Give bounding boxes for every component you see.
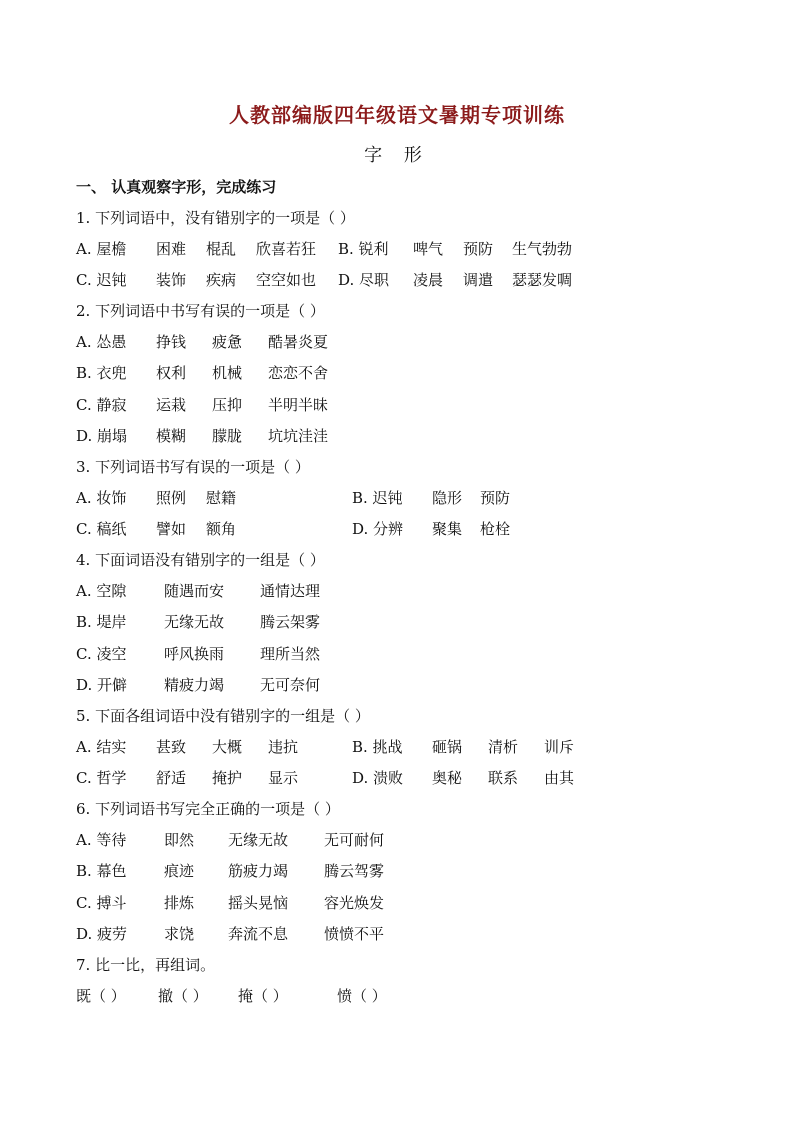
option-word: 通情达理: [260, 582, 321, 600]
option-word: D. 崩塌: [76, 427, 128, 445]
option-word: 砸锅: [432, 738, 463, 756]
option-word: 容光焕发: [324, 894, 385, 912]
section-heading: 一、 认真观察字形，完成练习: [76, 178, 277, 196]
option-word: 酷暑炎夏: [268, 333, 329, 351]
option-word: 愤（ ）: [337, 987, 387, 1005]
option-word: C. 稿纸: [76, 520, 127, 538]
option-word: C. 哲学: [76, 769, 127, 787]
option-word: 撤（ ）: [158, 987, 208, 1005]
option-word: D. 溃败: [352, 769, 404, 787]
option-word: 恋恋不舍: [268, 364, 329, 382]
option-word: 排炼: [164, 894, 195, 912]
option-word: 譬如: [156, 520, 187, 538]
option-word: 预防: [480, 489, 511, 507]
option-word: 精疲力竭: [164, 676, 225, 694]
option-word: 啤气: [413, 240, 444, 258]
question-text: 2. 下列词语中书写有误的一项是（ ）: [76, 302, 325, 320]
option-word: 聚集: [432, 520, 463, 538]
option-word: A. 怂愚: [76, 333, 127, 351]
option-word: 即然: [164, 831, 195, 849]
option-word: 无缘无故: [228, 831, 289, 849]
option-word: 无可耐何: [324, 831, 385, 849]
question-text: 4. 下面词语没有错别字的一组是（ ）: [76, 551, 325, 569]
option-word: C. 凌空: [76, 645, 127, 663]
option-word: C. 搏斗: [76, 894, 127, 912]
option-word: D. 疲劳: [76, 925, 128, 943]
option-word: B. 幕色: [76, 862, 127, 880]
option-word: C. 静寂: [76, 396, 127, 414]
option-word: 压抑: [212, 396, 243, 414]
option-word: 坑坑洼洼: [268, 427, 329, 445]
option-word: 掩（ ）: [238, 987, 288, 1005]
option-word: 筋疲力竭: [228, 862, 289, 880]
option-word: 疾病: [206, 271, 237, 289]
option-word: 生气勃勃: [512, 240, 573, 258]
option-word: 权利: [156, 364, 187, 382]
option-word: 困难: [156, 240, 187, 258]
option-word: 照例: [156, 489, 187, 507]
option-word: 腾云驾雾: [324, 862, 385, 880]
option-word: 呼风换雨: [164, 645, 225, 663]
option-word: 枪栓: [480, 520, 511, 538]
question-text: 1. 下列词语中，没有错别字的一项是（ ）: [76, 209, 355, 227]
option-word: C. 迟钝: [76, 271, 127, 289]
question-text: 6. 下列词语书写完全正确的一项是（ ）: [76, 800, 340, 818]
option-word: B. 堤岸: [76, 613, 127, 631]
option-word: 无缘无故: [164, 613, 225, 631]
option-word: A. 结实: [76, 738, 127, 756]
option-word: D. 开僻: [76, 676, 128, 694]
option-word: 疲惫: [212, 333, 243, 351]
option-word: A. 空隙: [76, 582, 127, 600]
option-word: A. 妆饰: [76, 489, 127, 507]
option-word: B. 挑战: [352, 738, 403, 756]
question-text: 5. 下面各组词语中没有错别字的一组是（ ）: [76, 707, 370, 725]
option-word: 预防: [463, 240, 494, 258]
option-word: 朦胧: [212, 427, 243, 445]
option-word: 挣钱: [156, 333, 187, 351]
option-word: 模糊: [156, 427, 187, 445]
option-word: 慰籍: [206, 489, 237, 507]
option-word: 理所当然: [260, 645, 321, 663]
option-word: 求饶: [164, 925, 195, 943]
option-word: 腾云架雾: [260, 613, 321, 631]
option-word: 既（ ）: [76, 987, 126, 1005]
option-word: 凌晨: [413, 271, 444, 289]
option-word: 额角: [206, 520, 237, 538]
option-word: 痕迹: [164, 862, 195, 880]
option-word: 训斥: [544, 738, 575, 756]
option-word: 掩护: [212, 769, 243, 787]
option-word: 奥秘: [432, 769, 463, 787]
option-word: 愤愤不平: [324, 925, 385, 943]
question-text: 3. 下列词语书写有误的一项是（ ）: [76, 458, 310, 476]
option-word: B. 迟钝: [352, 489, 403, 507]
option-word: 舒适: [156, 769, 187, 787]
option-word: 欣喜若狂: [256, 240, 317, 258]
option-word: 装饰: [156, 271, 187, 289]
option-word: 空空如也: [256, 271, 317, 289]
page-subtitle: 字 形: [364, 145, 430, 166]
option-word: A. 屋檐: [76, 240, 127, 258]
option-word: 瑟瑟发啁: [512, 271, 573, 289]
option-word: 联系: [488, 769, 519, 787]
option-word: 半明半昧: [268, 396, 329, 414]
option-word: 隐形: [432, 489, 463, 507]
option-word: 无可奈何: [260, 676, 321, 694]
option-word: 由其: [544, 769, 575, 787]
option-word: 清析: [488, 738, 519, 756]
option-word: 棍乱: [206, 240, 237, 258]
option-word: 甚致: [156, 738, 187, 756]
option-word: 摇头晃恼: [228, 894, 289, 912]
option-word: 奔流不息: [228, 925, 289, 943]
option-word: 运栽: [156, 396, 187, 414]
option-word: B. 锐利: [338, 240, 389, 258]
option-word: 调遣: [463, 271, 494, 289]
option-word: 显示: [268, 769, 299, 787]
option-word: 大概: [212, 738, 243, 756]
page-title: 人教部编版四年级语文暑期专项训练: [229, 103, 565, 127]
option-word: 违抗: [268, 738, 299, 756]
option-word: D. 尽职: [338, 271, 390, 289]
option-word: 机械: [212, 364, 243, 382]
option-word: 随遇而安: [164, 582, 225, 600]
option-word: D. 分辨: [352, 520, 404, 538]
option-word: B. 衣兜: [76, 364, 127, 382]
option-word: A. 等待: [76, 831, 127, 849]
question-text: 7. 比一比，再组词。: [76, 956, 216, 974]
